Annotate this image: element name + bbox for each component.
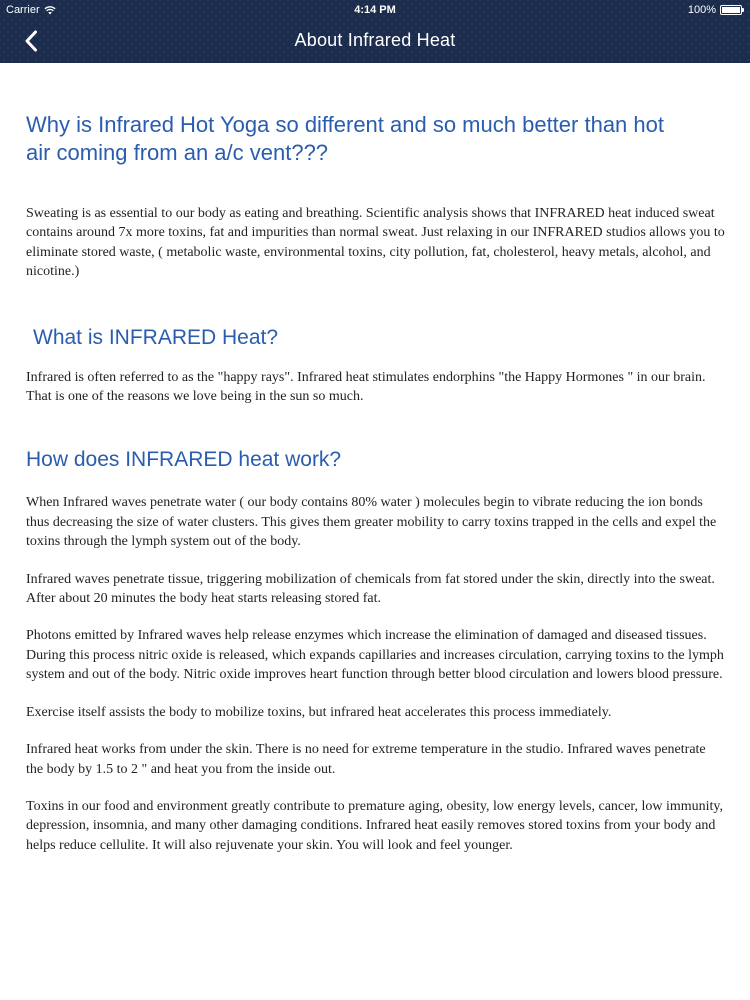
battery-icon [720,5,742,15]
paragraph-water-molecules: When Infrared waves penetrate water ( our body contains 80% water ) molecules begin to vibrate reducing the ion bonds thus decreasing the size of water clusters. This gives them greater mobility to carry toxins trapped in the cells and expel the toxins through the lymph system out of the body. [26,495,717,550]
page-title: About Infrared Heat [294,30,456,50]
paragraph-under-skin: Infrared heat works from under the skin. There is no need for extreme temperature in the studio. Infrared waves penetrate the body by 1.5 to 2 " and heat you from the inside out. [26,742,706,777]
status-time: 4:14 PM [354,4,396,16]
heading-what-is-infrared: What is INFRARED Heat? [33,325,279,349]
paragraph-toxins: Toxins in our food and environment greatly contribute to premature aging, obesity, low energy levels, cancer, low immunity, depression, insomnia, and many other damaging conditions. Infrared heat easily removes stored toxins from your body and helps reduce cellulite. It will also rejuvenate your skin. You will look and feel younger. [26,798,723,853]
heading-how-infrared-works: How does INFRARED heat work? [26,448,342,472]
paragraph-photons: Photons emitted by Infrared waves help release enzymes which increase the elimination of damaged and diseased tissues. During this process nitric oxide is released, which expands capillaries and increases circulation, carrying toxins to the lymph system and out of the body. Nitric oxide improves heart function through better blood circulation and lowers blood pressure. [26,628,724,683]
status-bar [0,0,750,20]
heading-why-infrared: Why is Infrared Hot Yoga so different and so much better than hot air coming from an a/c vent??? [26,112,664,165]
navigation-bar [0,20,750,63]
top-bar [0,0,750,63]
paragraph-sweating: Sweating is as essential to our body as eating and breathing. Scientific analysis shows that INFRARED heat induced sweat contains around 7x more toxins, fat and impurities than normal sweat. Just relaxing in our INFRARED studios allows you to eliminate stored waste, ( metabolic waste, environmental toxins, city pollution, fat, cholesterol, heavy metals, alcohol, and nicotine.) [26,206,725,280]
paragraph-exercise: Exercise itself assists the body to mobilize toxins, but infrared heat accelerates this process immediately. [26,704,612,720]
battery-percent: 100% [687,4,716,16]
article-content [26,100,726,855]
battery-group [688,4,742,16]
paragraph-happy-rays: Infrared is often referred to as the "happy rays". Infrared heat stimulates endorphins "the Happy Hormones " in our brain. That is one of the reasons we love being in the sun so much. [26,369,706,405]
carrier-label: Carrier [6,4,40,16]
paragraph-tissue: Infrared waves penetrate tissue, triggering mobilization of chemicals from fat stored under the skin, directly into the sweat. After about 20 minutes the body heat starts releasing stored fat. [26,571,715,607]
